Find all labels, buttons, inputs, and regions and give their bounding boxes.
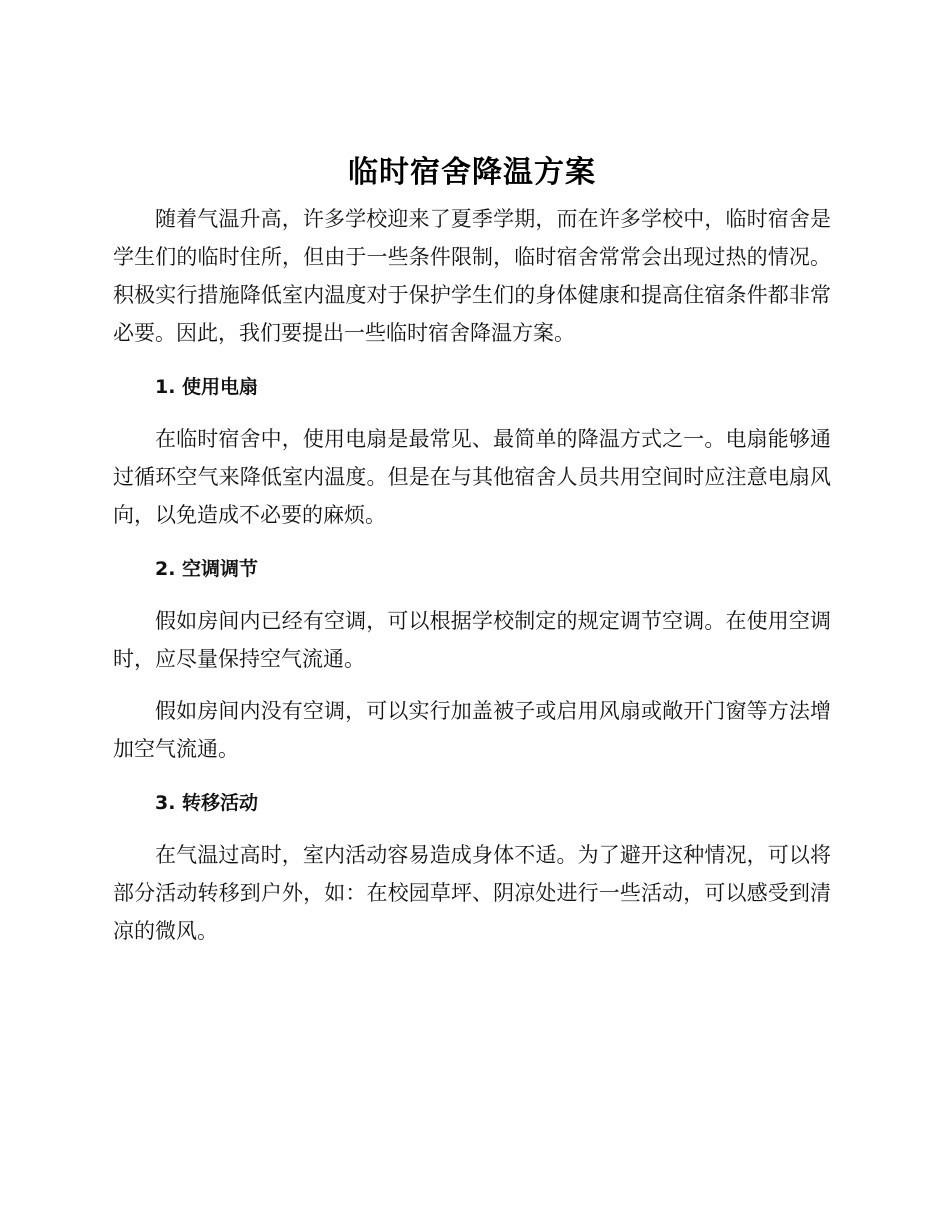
document-title: 临时宿舍降温方案 <box>348 155 596 190</box>
intro-paragraph: 随着气温升高，许多学校迎来了夏季学期，而在许多学校中，临时宿舍是学生们的临时住所，但由于一些条件限制，临时宿舍常常会出现过热的情况。积极实行措施降低室内温度对于保护学生们的身体健康和提高住宿条件都非常必要。因此，我们要提出一些临时宿舍降温方案。 <box>113 207 831 345</box>
spacer <box>113 588 831 602</box>
spacer <box>113 822 831 836</box>
spacer <box>113 768 831 784</box>
section-heading-outdoor-activities: 3. 转移活动 <box>155 792 259 814</box>
section-paragraph: 在气温过高时，室内活动容易造成身体不适。为了避开这种情况，可以将部分活动转移到户外，如：在校园草坪、阴凉处进行一些活动，可以感受到清凉的微风。 <box>113 843 831 943</box>
spacer <box>113 406 831 420</box>
section-heading-air-conditioning: 2. 空调调节 <box>155 558 259 580</box>
section-paragraph: 在临时宿舍中，使用电扇是最常见、最简单的降温方式之一。电扇能够通过循环空气来降低室内温度。但是在与其他宿舍人员共用空间时应注意电扇风向，以免造成不必要的麻烦。 <box>113 427 831 527</box>
section-heading-fan: 1. 使用电扇 <box>155 376 259 398</box>
spacer <box>113 534 831 550</box>
section-paragraph: 假如房间内已经有空调，可以根据学校制定的规定调节空调。在使用空调时，应尽量保持空气流通。 <box>113 609 831 671</box>
section-paragraph: 假如房间内没有空调，可以实行加盖被子或启用风扇或敞开门窗等方法增加空气流通。 <box>113 699 831 761</box>
document-body <box>113 146 831 950</box>
spacer <box>113 678 831 692</box>
spacer <box>113 352 831 368</box>
